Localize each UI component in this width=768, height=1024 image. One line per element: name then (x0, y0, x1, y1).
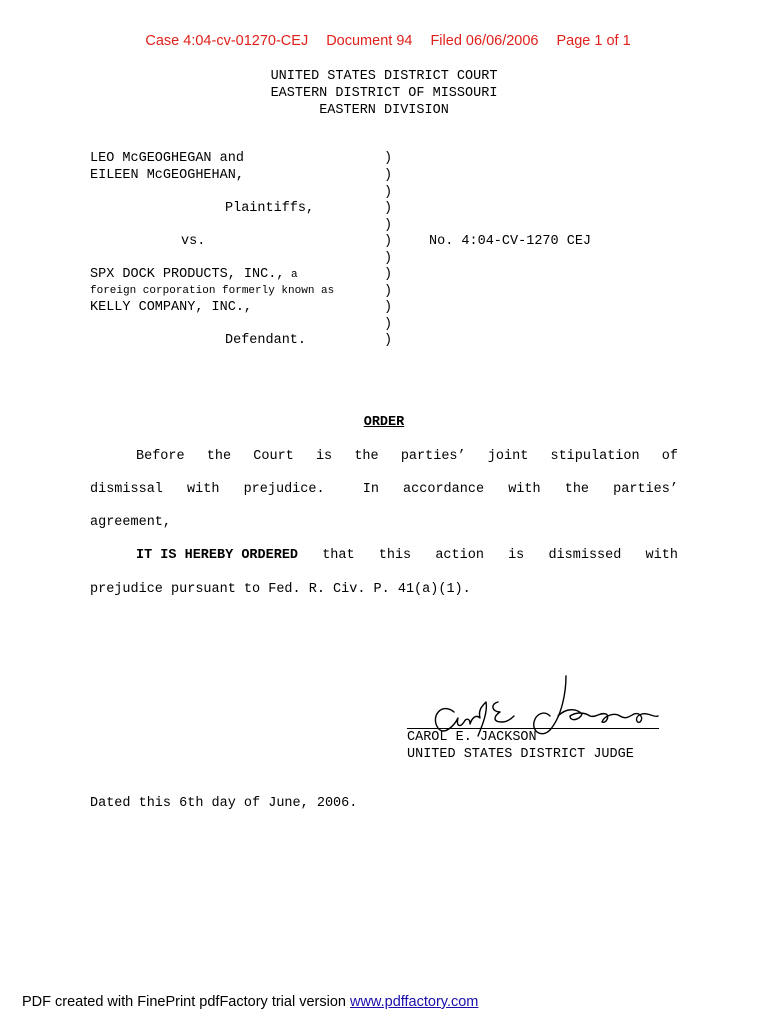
order-paragraph-1-line-1: Before the Court is the parties’ joint stipulation of (136, 449, 678, 464)
plaintiff-name-2: EILEEN McGEOGHEHAN, (90, 168, 244, 183)
caption-paren: ) (384, 218, 393, 233)
plaintiffs-label: Plaintiffs, (225, 201, 315, 216)
defendant-name-2: foreign corporation formerly known as (90, 285, 335, 297)
ordered-clause: IT IS HEREBY ORDERED (136, 548, 299, 563)
court-division: EASTERN DIVISION (319, 103, 449, 118)
order-paragraph-1-line-2: dismissal with prejudice. In accordance with the parties’ (90, 482, 678, 497)
signature-line (407, 728, 659, 729)
filed-date-stamp: Filed 06/06/2006 (430, 33, 539, 49)
dated-line: Dated this 6th day of June, 2006. (90, 796, 358, 811)
pdffactory-link[interactable]: www.pdffactory.com (349, 994, 479, 1010)
defendant-label: Defendant. (225, 333, 307, 348)
order-title: ORDER (363, 415, 405, 430)
caption-paren: ) (384, 168, 393, 183)
case-number-stamp: Case 4:04-cv-01270-CEJ (145, 33, 309, 49)
caption-paren: ) (384, 185, 393, 200)
order-paragraph-2-line-2: prejudice pursuant to Fed. R. Civ. P. 41(a)(1). (90, 582, 471, 597)
judge-name: CAROL E. JACKSON (407, 730, 537, 745)
court-district: EASTERN DISTRICT OF MISSOURI (270, 86, 498, 101)
caption-paren: ) (384, 284, 393, 299)
document-number-stamp: Document 94 (326, 33, 413, 49)
pdf-footer (22, 994, 478, 1010)
judge-title: UNITED STATES DISTRICT JUDGE (407, 747, 634, 762)
court-name: UNITED STATES DISTRICT COURT (270, 69, 498, 84)
defendant-name-1: SPX DOCK PRODUCTS, INC., a (90, 267, 298, 282)
order-paragraph-2-line-1: IT IS HEREBY ORDERED that this action is dismissed with (136, 548, 678, 563)
versus-label: vs. (181, 234, 206, 249)
caption-paren: ) (384, 151, 393, 166)
defendant-name-3: KELLY COMPANY, INC., (90, 300, 253, 315)
caption-paren: ) (384, 300, 393, 315)
caption-paren: ) (384, 234, 393, 249)
caption-paren: ) (384, 251, 393, 266)
plaintiff-name-1: LEO McGEOGHEGAN and (90, 151, 244, 166)
footer-text: PDF created with FinePrint pdfFactory trial version (22, 994, 350, 1010)
caption-paren: ) (384, 333, 393, 348)
caption-paren: ) (384, 317, 393, 332)
case-number: No. 4:04-CV-1270 CEJ (429, 234, 592, 249)
order-paragraph-1-line-3: agreement, (90, 515, 172, 530)
caption-paren: ) (384, 267, 393, 282)
caption-paren: ) (384, 201, 393, 216)
page-count-stamp: Page 1 of 1 (556, 33, 631, 49)
filing-stamp (0, 17, 768, 49)
